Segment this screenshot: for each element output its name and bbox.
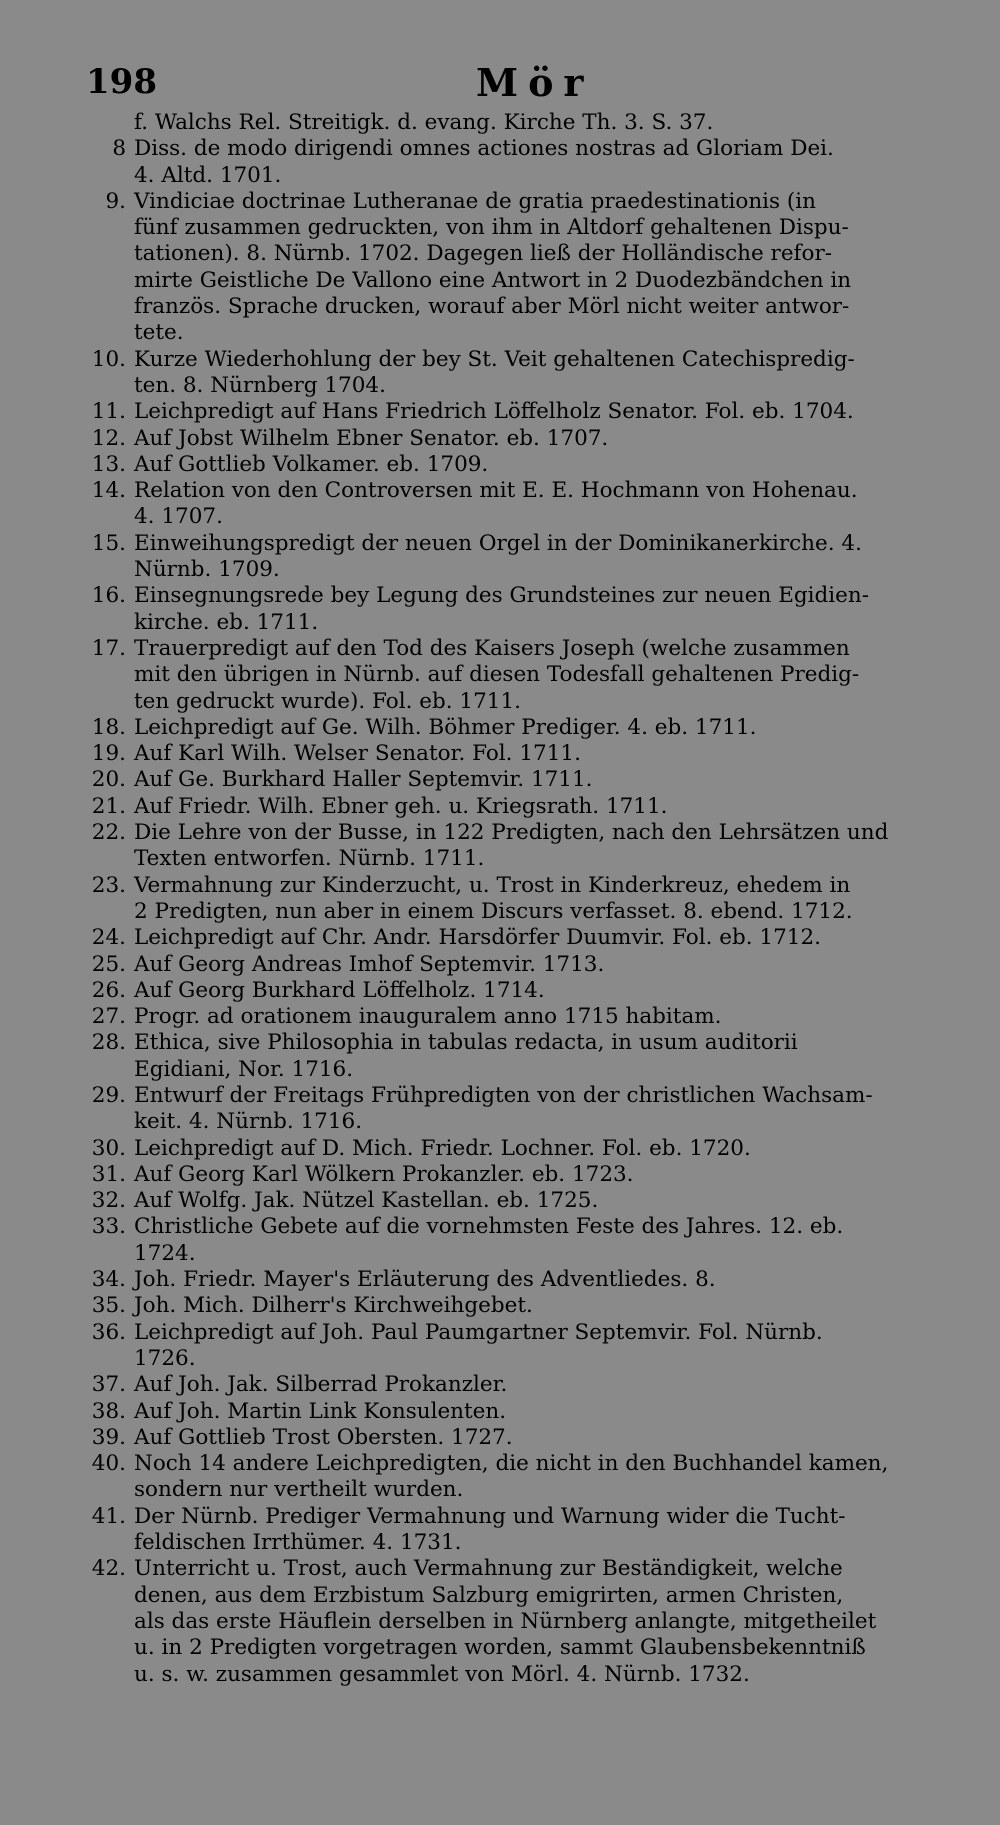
list-item — [86, 952, 966, 978]
entry-text: Joh. Mich. Dilherr's Kirchweihgebet. — [134, 1293, 533, 1319]
entry-text: f. Walchs Rel. Streitigk. d. evang. Kirche Th. 3. S. 37. — [134, 110, 714, 135]
entry-number: 20. — [91, 767, 126, 793]
entry-text: Auf Georg Burkhard Löffelholz. 1714. — [134, 977, 545, 1003]
entry-text: Leichpredigt auf Hans Friedrich Löffelholz Senator. Fol. eb. 1704. — [134, 399, 854, 425]
entry-number: 8 — [112, 136, 126, 162]
entry-text: Auf Jobst Wilhelm Ebner Senator. eb. 1707. — [134, 425, 609, 451]
list-item — [86, 715, 966, 741]
list-item — [86, 1188, 966, 1214]
list-item — [86, 531, 966, 584]
entry-number: 18. — [91, 714, 126, 740]
entry-text: Einweihungspredigt der neuen Orgel in der Dominikanerkirche. 4. Nürnb. 1709. — [134, 530, 862, 583]
entry-number: 33. — [91, 1214, 126, 1240]
entry-number: 21. — [91, 793, 126, 819]
entry-number: 27. — [91, 1004, 126, 1030]
entry-text: Auf Gottlieb Volkamer. eb. 1709. — [134, 451, 489, 477]
list-item — [86, 873, 966, 926]
entry-number: 38. — [91, 1398, 126, 1424]
entry-text: Vindiciae doctrinae Lutheranae de gratia praedestinationis (in fünf zusammen gedruckten, von ihm in Altdorf gehaltenen Dispu- tationen). 8. Nürnb. 1702. Dagegen ließ der Holländische refor- mirte Geistliche De Vallono eine Antwort in 2 Duodezbändchen in französ. Sprache drucken, worauf aber Mörl nicht weiter antwor- tete. — [134, 188, 852, 346]
list-item — [86, 1320, 966, 1373]
list-item — [86, 1162, 966, 1188]
page-number: 198 — [86, 62, 157, 102]
entry-text: Die Lehre von der Busse, in 122 Predigten, nach den Lehrsätzen und Texten entworfen. Nürnb. 1711. — [134, 820, 889, 872]
entry-number: 34. — [91, 1267, 126, 1293]
entry-number: 41. — [91, 1503, 126, 1529]
list-item — [86, 741, 966, 767]
entry-number: 31. — [91, 1161, 126, 1187]
entry-number: 22. — [91, 820, 126, 846]
entry-text: Auf Karl Wilh. Welser Senator. Fol. 1711. — [134, 741, 581, 767]
entry-number: 29. — [91, 1082, 126, 1108]
bibliography-list — [86, 110, 966, 1688]
list-item — [86, 1293, 966, 1319]
entry-text: Auf Ge. Burkhard Haller Septemvir. 1711. — [134, 767, 593, 793]
entry-number: 26. — [91, 977, 126, 1003]
list-item — [86, 820, 966, 873]
entry-number: 12. — [91, 425, 126, 451]
entry-number: 9. — [105, 188, 126, 214]
list-item — [86, 1372, 966, 1398]
entry-text: Auf Joh. Martin Link Konsulenten. — [134, 1398, 507, 1424]
list-item — [86, 1504, 966, 1557]
entry-text: Einsegnungsrede bey Legung des Grundsteines zur neuen Egidien- kirche. eb. 1711. — [134, 583, 870, 635]
entry-number: 13. — [91, 451, 126, 477]
list-item — [86, 767, 966, 793]
entry-number: 10. — [91, 346, 126, 372]
entry-number: 24. — [91, 925, 126, 951]
entry-text: Leichpredigt auf Joh. Paul Paumgartner Septemvir. Fol. Nürnb. 1726. — [134, 1319, 823, 1371]
entry-number: 11. — [91, 399, 126, 425]
list-item — [86, 1083, 966, 1136]
list-item — [86, 583, 966, 636]
entry-number: 35. — [91, 1293, 126, 1319]
entry-text: Der Nürnb. Prediger Vermahnung und Warnung wider die Tucht- feldischen Irrthümer. 4. 1731. — [134, 1503, 846, 1556]
entry-text: Leichpredigt auf Chr. Andr. Harsdörfer Duumvir. Fol. eb. 1712. — [134, 925, 821, 951]
entry-text: Auf Joh. Jak. Silberrad Prokanzler. — [134, 1372, 508, 1398]
entry-number: 36. — [91, 1319, 126, 1345]
entry-text: Ethica, sive Philosophia in tabulas redacta, in usum auditorii Egidiani, Nor. 1716. — [134, 1030, 798, 1082]
list-item — [86, 925, 966, 951]
list-item — [86, 1030, 966, 1083]
running-head: Mör — [476, 60, 594, 105]
list-item — [86, 452, 966, 478]
list-item — [86, 1214, 966, 1267]
list-item — [86, 1399, 966, 1425]
entry-text: Leichpredigt auf D. Mich. Friedr. Lochner. Fol. eb. 1720. — [134, 1135, 751, 1161]
entry-text: Noch 14 andere Leichpredigten, die nicht in den Buchhandel kamen, sondern nur vertheilt wurden. — [134, 1451, 889, 1503]
list-item — [86, 399, 966, 425]
list-item — [86, 636, 966, 715]
entry-text: Trauerpredigt auf den Tod des Kaisers Joseph (welche zusammen mit den übrigen in Nürnb. auf diesen Todesfall gehaltenen Predig- ten gedruckt wurde). Fol. eb. 1711. — [134, 635, 860, 714]
entry-number: 28. — [91, 1030, 126, 1056]
entry-number: 14. — [91, 478, 126, 504]
entry-number: 25. — [91, 951, 126, 977]
page-header — [86, 62, 966, 106]
entry-text: Entwurf der Freitags Frühpredigten von der christlichen Wachsam- keit. 4. Nürnb. 1716. — [134, 1082, 873, 1135]
entry-text: Auf Wolfg. Jak. Nützel Kastellan. eb. 1725. — [134, 1188, 599, 1214]
entry-text: Auf Friedr. Wilh. Ebner geh. u. Kriegsrath. 1711. — [134, 793, 668, 819]
entry-number: 23. — [91, 872, 126, 898]
entry-number: 16. — [91, 583, 126, 609]
list-item — [86, 136, 966, 189]
entry-number: 39. — [91, 1424, 126, 1450]
list-item — [86, 110, 966, 136]
list-item — [86, 478, 966, 531]
entry-text: Unterricht u. Trost, auch Vermahnung zur Beständigkeit, welche denen, aus dem Erzbistum Salzburg emigrirten, armen Christen, als das erste Häuflein derselben in Nürnberg anlangte, mitgetheilet u. in 2 Predigten vorgetragen worden, sammt Glaubensbekenntniß u. s. w. zusammen gesammlet von Mörl. 4. Nürnb. 1732. — [134, 1556, 877, 1687]
entry-text: Kurze Wiederhohlung der bey St. Veit gehaltenen Catechispredig- ten. 8. Nürnberg 1704. — [134, 346, 855, 398]
list-item — [86, 794, 966, 820]
list-item — [86, 978, 966, 1004]
entry-text: Vermahnung zur Kinderzucht, u. Trost in Kinderkreuz, ehedem in 2 Predigten, nun aber in einem Discurs verfasset. 8. ebend. 1712. — [134, 872, 853, 924]
entry-number: 40. — [91, 1451, 126, 1477]
list-item — [86, 1267, 966, 1293]
entry-number: 30. — [91, 1135, 126, 1161]
list-item — [86, 1451, 966, 1504]
entry-number: 42. — [91, 1556, 126, 1582]
entry-number: 32. — [91, 1188, 126, 1214]
list-item — [86, 1004, 966, 1030]
list-item — [86, 347, 966, 400]
entry-text: Christliche Gebete auf die vornehmsten Feste des Jahres. 12. eb. 1724. — [134, 1214, 844, 1266]
entry-number: 19. — [91, 741, 126, 767]
list-item — [86, 189, 966, 347]
list-item — [86, 426, 966, 452]
entry-number: 17. — [91, 635, 126, 661]
list-item — [86, 1425, 966, 1451]
entry-text: Auf Georg Karl Wölkern Prokanzler. eb. 1723. — [134, 1161, 634, 1187]
entry-text: Auf Georg Andreas Imhof Septemvir. 1713. — [134, 951, 605, 977]
entry-number: 37. — [91, 1372, 126, 1398]
entry-text: Relation von den Controversen mit E. E. Hochmann von Hohenau. 4. 1707. — [134, 478, 858, 530]
entry-text: Auf Gottlieb Trost Obersten. 1727. — [134, 1424, 513, 1450]
list-item — [86, 1556, 966, 1687]
list-item — [86, 1136, 966, 1162]
entry-text: Joh. Friedr. Mayer's Erläuterung des Adventliedes. 8. — [134, 1267, 716, 1293]
entry-text: Progr. ad orationem inauguralem anno 1715 habitam. — [134, 1004, 722, 1030]
entry-text: Leichpredigt auf Ge. Wilh. Böhmer Prediger. 4. eb. 1711. — [134, 714, 757, 740]
entry-number: 15. — [91, 530, 126, 556]
entry-text: Diss. de modo dirigendi omnes actiones nostras ad Gloriam Dei. 4. Altd. 1701. — [134, 136, 834, 188]
